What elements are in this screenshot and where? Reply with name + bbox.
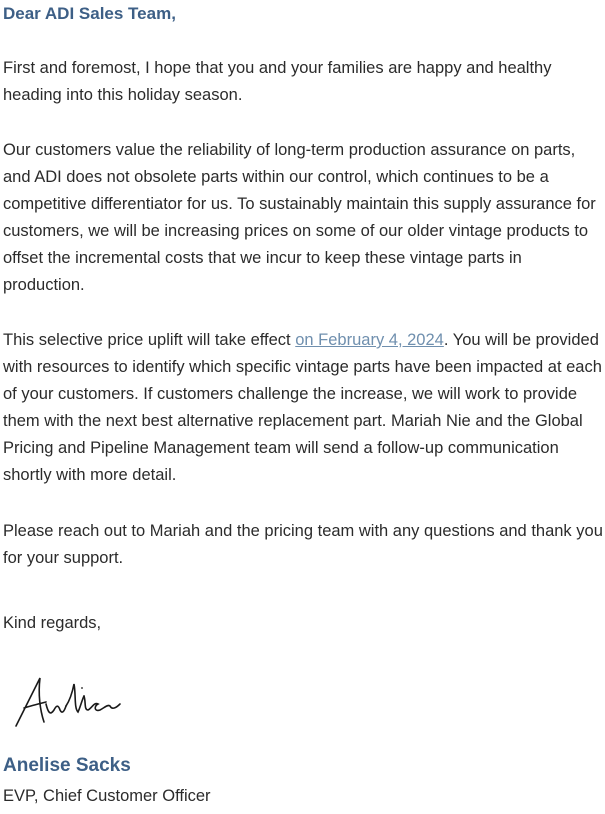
paragraph-contact-request: Please reach out to Mariah and the pricing team with any questions and thank you for your support. xyxy=(3,522,603,567)
closing-line: Kind regards, xyxy=(3,614,102,632)
price-uplift-intro: This selective price uplift will take effect xyxy=(3,331,296,349)
price-uplift-details: . You will be provided with resources to identify which specific vintage parts have been impacted at each of your customers. If customers challenge the increase, we will work to provide them with the next best alternative replacement part. Mariah Nie and the Global Pricing and Pipeline Management team will send a follow-up communication shortly with more detail. xyxy=(3,331,602,484)
paragraph-production-assurance: Our customers value the reliability of long-term production assurance on parts, and ADI does not obsolete parts within our control, which continues to be a competitive differentiator for us. To sustainably maintain this supply assurance for customers, we will be increasing prices on some of our older vintage products to offset the incremental costs that we incur to keep these vintage parts in production. xyxy=(3,141,596,294)
paragraph-price-uplift xyxy=(3,327,603,489)
email-greeting: Dear ADI Sales Team, xyxy=(3,4,176,23)
effective-date-link[interactable]: on February 4, 2024 xyxy=(295,331,444,349)
paragraph-holiday-wishes: First and foremost, I hope that you and your families are happy and healthy heading into this holiday season. xyxy=(3,59,552,104)
sender-title: EVP, Chief Customer Officer xyxy=(3,787,211,805)
handwritten-signature xyxy=(10,664,130,734)
sender-name: Anelise Sacks xyxy=(3,755,131,776)
